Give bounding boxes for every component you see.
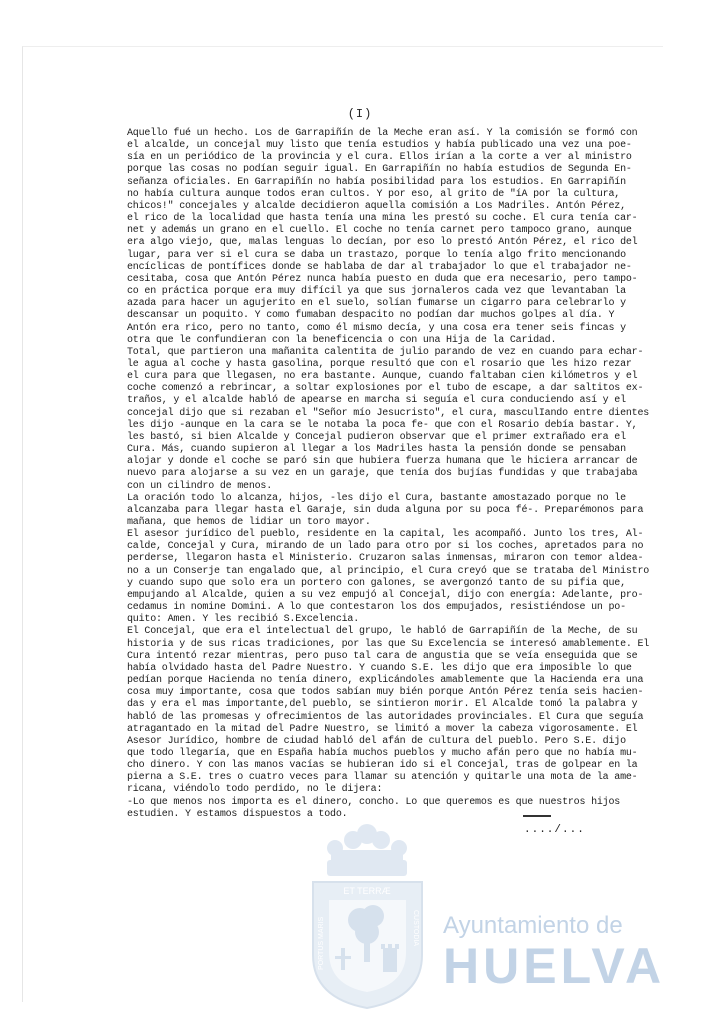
text-line: El asesor jurídico del pueblo, residente en la capital, les acompañó. Junto los tres, Al- [127, 529, 644, 541]
text-line: había olvidado hasta del Padre Nuestro. Y cuando S.E. les dijo que era imposible lo que [127, 662, 632, 674]
text-line: y cuando supo que solo era un portero con galones, se avergonzó tanto de su pifia que, [127, 577, 626, 589]
text-line: el rico de la localidad que hasta tenía una mina les prestó su coche. El cura tenía car- [127, 213, 638, 225]
text-line: no había cultura aunque todos eran cultos. Y por eso, al grito de "íA por la cultura, [127, 188, 621, 200]
huelva-shield-watermark-icon [305, 820, 430, 1010]
text-line: habló de las promesas y ofrecimientos de las autoridades provinciales. El Cura que seguía [127, 711, 644, 723]
text-line: descansar un poquito. Y como fumaban despacito no podían dar muchos golpes al día. Y [127, 310, 615, 322]
text-line: Asesor Jurídico, hombre de ciudad habló del afán de cultura del pueblo. Pero S.E. dijo [127, 735, 626, 747]
text-line: perderse, llegaron hasta el Ministerio. Cruzaron salas inmensas, miraron con temor aldea- [127, 553, 644, 565]
text-line: ricana, viéndolo todo perdido, no le dijera: [127, 784, 383, 796]
text-line: les bastó, si bien Alcalde y Concejal pudieron observar que el primer extrañado era el [127, 431, 626, 443]
text-line: mañana, que hemos de lidiar un toro mayor. [127, 517, 371, 528]
text-line: traños, y el alcalde habló de apearse en marcha si seguía el cura conduciendo así y el [127, 395, 626, 407]
text-line: Total, que partieron una mañanita calentita de julio parando de vez en cuando para echar- [127, 346, 644, 358]
text-line: le agua al coche y hasta gasolina, porque resultó que con el rosario que les hizo rezar [127, 358, 632, 370]
shield-text-left: PORTUS MARIS [318, 916, 325, 970]
watermark-line-1: Ayuntamiento de [443, 912, 623, 939]
continuation-mark: ..../... [524, 824, 585, 836]
text-line: cesitaba, cosa que Antón Pérez nunca había puesto en duda que era necesario, pero tampo- [127, 273, 638, 285]
shield-text-right: CUSTODIA [412, 910, 419, 947]
text-line: das y era el mas importante,del pueblo, se sintieron morir. El Alcalde tomó la palabra y [127, 699, 638, 711]
text-line: sía en un periódico de la provincia y el cura. Ellos irían a la corte a ver al ministro [127, 152, 632, 164]
text-line: señanza oficiales. En Garrapiñín no había posibilidad para los estudios. En Garrapiñín [127, 176, 626, 188]
text-line: chicos!" concejales y alcalde decidieron aquella comisión a Los Madriles. Antón Pérez, [127, 200, 626, 212]
text-line: el cura para que llegasen, no era bastante. Aunque, cuando faltaban cien kilómetros y el [127, 371, 638, 383]
page-number: (I) [347, 107, 373, 121]
text-line: concejal dijo que si rezaban el "Señor mío Jesucristo", el cura, masculIando entre dientes [127, 407, 650, 419]
text-line: pedían porque Hacienda no tenía dinero, explicándoles amablemente que la Hacienda era una [127, 675, 644, 687]
text-line: calde, Concejal y Cura, mirando de un lado para otro por si los coches, apretados para no [127, 541, 644, 553]
text-line: atragantado en la mitad del Padre Nuestro, se limitó a mover la cabeza vigorosamente. El [127, 723, 638, 735]
text-line: que todo llegaría, que en España había muchos pueblos y mucho afán pero que no había mu- [127, 747, 638, 759]
text-line: cho dinero. Y con las manos vacías se hubieran ido si el Concejal, tras de golpear en la [127, 760, 638, 772]
text-line: net y además un grano en el cuello. El coche no tenía carnet pero tampoco grano, aunque [127, 225, 632, 237]
text-line: quito: Amen. Y les recibió S.Excelencia. [127, 614, 360, 626]
text-line: Antón era rico, pero no tanto, como él mismo decía, y una cosa era tener seis fincas y [127, 322, 626, 334]
text-line: empujando al Alcalde, quien a su vez empujó al Concejal, dijo con energía: Adelante, pro- [127, 589, 644, 601]
text-line: Cura intentó rezar mientras, pero puso tal cara de angustia que se veía enseguida que se [127, 650, 638, 662]
text-line: les dijo -aunque en la cara se le notaba la poca fe- que con el Rosario debía bastar. Y, [127, 419, 638, 431]
text-line: otra que le confundieran con la beneficencia o con una Hija de la Caridad. [127, 334, 557, 346]
shield-text-top: ET TERRÆ [343, 886, 391, 896]
text-line: La oración todo lo alcanza, hijos, -les dijo el Cura, bastante amostazado porque no le [127, 492, 626, 504]
text-line: nuevo para alojarse a su vez en un garaje, que tenía dos bujías fundidas y que trabajaba [127, 468, 638, 480]
text-line: alojar y donde el coche se paró sin que hubiera fuerza humana que le hiciera arrancar de [127, 456, 638, 468]
text-line: cosa muy importante, cosa que todos sabían muy bién porque Antón Pérez tenía seis hacien- [127, 687, 644, 699]
text-line: no a un Conserje tan engalado que, al principio, el Cura creyó que se trataba del Ministro [127, 565, 650, 577]
text-line: Cura. Más, cuando supieron al llegar a los Madriles hasta la pensión donde se pensaban [127, 444, 626, 456]
text-line: -Lo que menos nos importa es el dinero, concho. Lo que queremos es que nuestros hijos [127, 796, 621, 808]
watermark-line-2: HUELVA [443, 938, 666, 994]
typed-body-text [127, 128, 719, 821]
text-line: el alcalde, un concejal muy listo que tenía estudios y había publicado una vez una poe- [127, 140, 632, 152]
text-line: alcanzaba para llegar hasta el Garaje, sin duda alguna por su poca fé-. Preparémonos para [127, 504, 644, 516]
text-line: azada para hacer un agujerito en el suelo, solían fumarse un cigarro para celebrarlo y [127, 298, 626, 310]
text-line: con un cilindro de menos. [127, 480, 273, 492]
text-line: pierna a S.E. tres o cuatro veces para llamar su atención y quitarle una mota de la ame- [127, 772, 638, 784]
watermark-text [443, 912, 665, 992]
text-line: coche comenzó a rebrincar, a soltar explosiones por el tubo de escape, a dar saltitos ex- [127, 383, 644, 395]
text-line: estudien. Y estamos dispuestos a todo. [127, 808, 348, 820]
text-line: porque las cosas no podían seguir igual. En Garrapiñín no había estudios de Segunda En- [127, 164, 632, 176]
text-line: Aquello fué un hecho. Los de Garrapiñín de la Meche eran así. Y la comisión se formó con [127, 128, 638, 139]
continuation-dash [523, 815, 551, 817]
text-line: co en práctica porque era muy difícil ya que sus jornaleros cada vez que levantaban la [127, 286, 626, 298]
text-line: El Concejal, que era el intelectual del grupo, le habló de Garrapiñín de la Meche, de su [127, 626, 638, 638]
text-line: historia y de sus ricas tradiciones, por las que Su Excelencia se interesó amablemente. El [127, 638, 650, 650]
text-line: cedamus in nomine Domini. A lo que contestaron los dos empujados, resistiéndose un po- [127, 602, 626, 614]
text-line: era algo viejo, que, malas lenguas lo decían, por eso lo prestó Antón Pérez, el rico del [127, 237, 638, 249]
text-line: lugar, para ver si el cura se daba un trastazo, porque lo tenía algo frito mencionando [127, 249, 626, 261]
text-line: encíclicas de pontífices donde se hablaba de dar al trabajador lo que el trabajador ne- [127, 261, 632, 273]
